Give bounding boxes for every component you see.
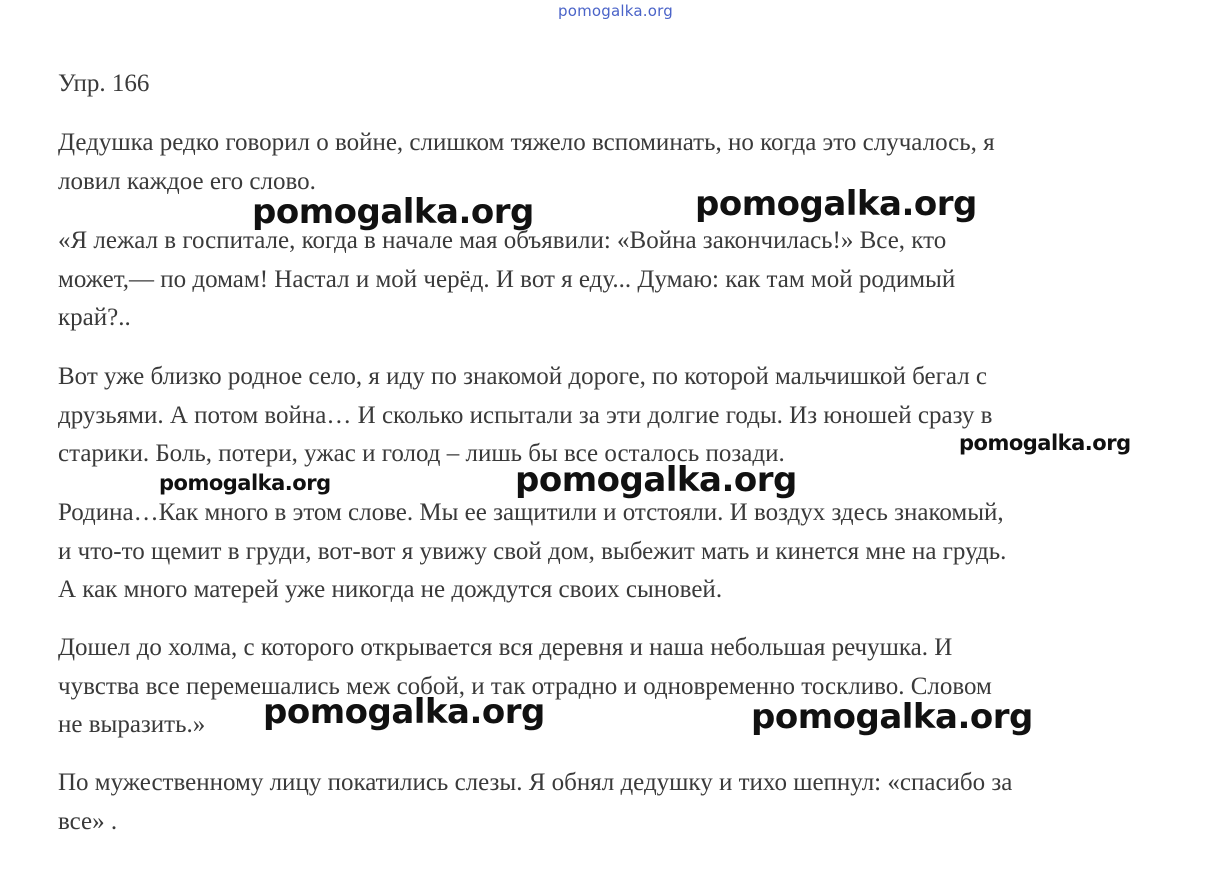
watermark: pomogalka.org [959, 431, 1131, 455]
paragraph-3 [58, 358, 1188, 474]
paragraph-4 [58, 494, 1188, 610]
paragraph-line: старики. Боль, потери, ужас и голод – лишь бы все осталось позади. [58, 440, 785, 467]
site-header-link[interactable]: pomogalka.org [558, 2, 673, 20]
paragraph-2 [58, 222, 1188, 338]
watermark: pomogalka.org [263, 692, 545, 732]
watermark: pomogalka.org [751, 697, 1033, 737]
paragraph-line: Родина…Как много в этом слове. Мы ее защитили и отстояли. И воздух здесь знакомый, [58, 499, 1004, 526]
paragraph-line: А как много матерей уже никогда не дождутся своих сыновей. [58, 576, 723, 603]
paragraph-line: друзьями. А потом война… И сколько испытали за эти долгие годы. Из юношей сразу в [58, 401, 993, 429]
paragraph-1 [58, 124, 1188, 201]
paragraph-line: может,— по домам! Настал и мой черёд. И вот я еду... Думаю: как там мой родимый [58, 265, 956, 293]
watermark: pomogalka.org [159, 471, 331, 495]
paragraph-line: По мужественному лицу покатились слезы. Я обнял дедушку и тихо шепнул: «спасибо за [58, 769, 1013, 796]
paragraph-6 [58, 764, 1188, 841]
paragraph-line: все» . [58, 807, 118, 835]
paragraph-line: «Я лежал в госпитале, когда в начале мая объявили: «Война закончилась!» Все, кто [58, 227, 947, 254]
paragraph-line: Вот уже близко родное село, я иду по знакомой дороге, по которой мальчишкой бегал с [58, 363, 988, 390]
watermark: pomogalka.org [515, 460, 797, 500]
paragraph-line: край?.. [58, 304, 131, 331]
watermark: pomogalka.org [252, 192, 534, 232]
paragraph-line: ловил каждое его слово. [58, 167, 316, 195]
paragraph-line: Дедушка редко говорил о войне, слишком тяжело вспоминать, но когда это случалось, я [58, 129, 995, 156]
paragraph-line: не выразить.» [58, 711, 206, 738]
exercise-title: Упр. 166 [58, 70, 150, 97]
paragraph-line: и что-то щемит в груди, вот-вот я увижу свой дом, выбежит мать и кинется мне на грудь. [58, 537, 1007, 565]
watermark: pomogalka.org [695, 184, 977, 224]
paragraph-line: Дошел до холма, с которого открывается вся деревня и наша небольшая речушка. И [58, 634, 953, 661]
paragraph-line: чувства все перемешались меж собой, и так отрадно и одновременно тоскливо. Словом [58, 672, 992, 700]
